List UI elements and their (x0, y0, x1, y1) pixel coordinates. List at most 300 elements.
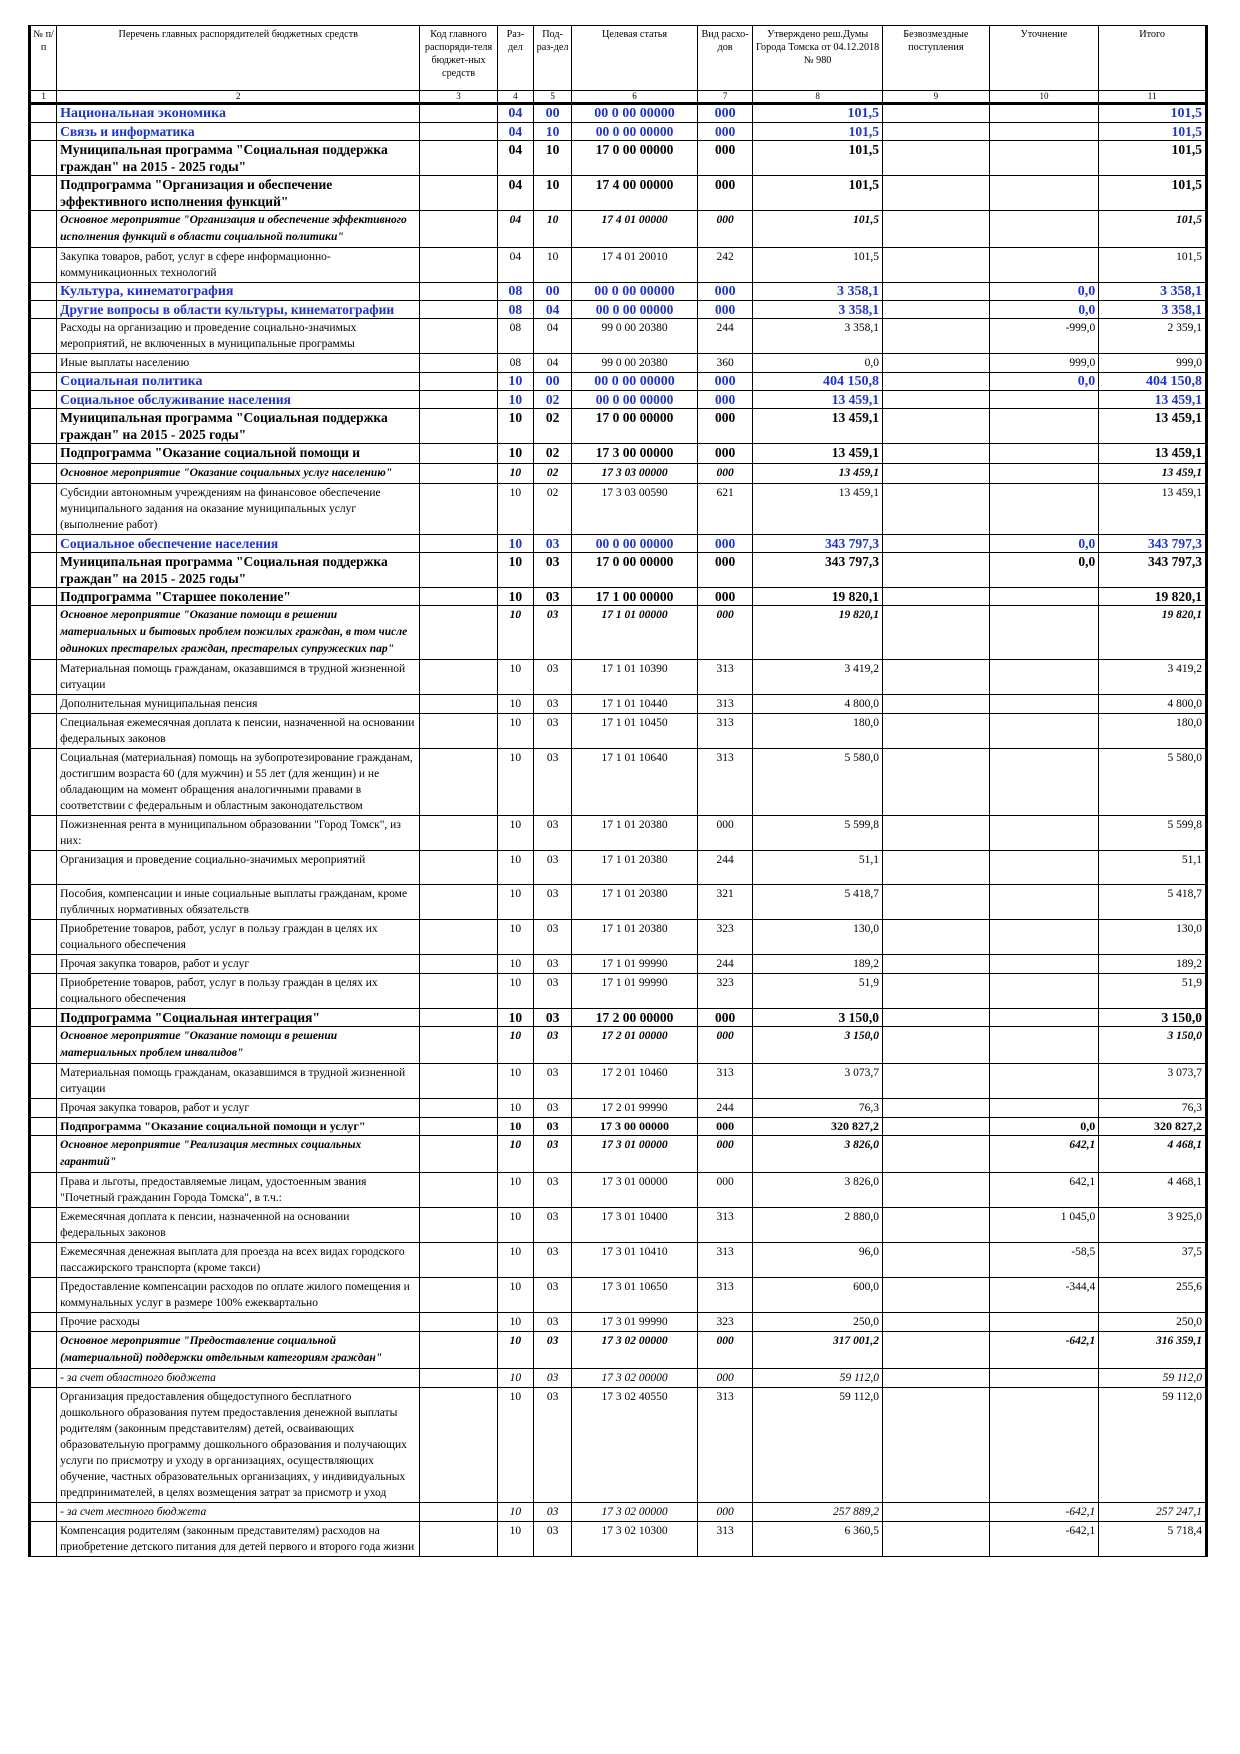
row-grants (883, 920, 990, 955)
row-admin-code (420, 373, 497, 391)
row-target-item: 17 3 01 00000 (572, 1173, 698, 1208)
row-expense-type: 000 (697, 1369, 752, 1388)
table-row (30, 851, 1207, 885)
row-admin-code (420, 391, 497, 409)
row-subsection: 03 (533, 1099, 571, 1118)
col-number: 4 (497, 91, 533, 104)
table-row (30, 409, 1207, 444)
row-approved: 101,5 (753, 211, 883, 248)
row-number (30, 1313, 57, 1332)
row-total: 101,5 (1099, 104, 1207, 123)
row-total: 51,1 (1099, 851, 1207, 885)
row-admin-code (420, 1099, 497, 1118)
row-adjustment (989, 409, 1099, 444)
row-approved: 5 418,7 (753, 885, 883, 920)
row-expense-type: 323 (697, 1313, 752, 1332)
row-name: Организация предоставления общедоступного бесплатного дошкольного образования путем предоставления денежной выплаты родителям (законным представителям) детей, осваивающих образовательную программу дошкольного образования и получающих услуги по присмотру и уходу в организациях, осуществляющих обучение, частных образовательных организациях, у индивидуальных предпринимателей, в целях возмещения затрат за присмотр и уход (57, 1388, 420, 1503)
row-subsection: 03 (533, 1243, 571, 1278)
row-adjustment (989, 444, 1099, 464)
col-header-section: Раз-дел (497, 26, 533, 91)
col-number: 7 (697, 91, 752, 104)
row-grants (883, 1369, 990, 1388)
row-grants (883, 283, 990, 301)
table-row (30, 535, 1207, 553)
row-number (30, 409, 57, 444)
row-name: Муниципальная программа "Социальная поддержка граждан" на 2015 - 2025 годы" (57, 141, 420, 176)
row-total: 257 247,1 (1099, 1503, 1207, 1522)
row-target-item: 17 3 01 99990 (572, 1313, 698, 1332)
row-subsection: 03 (533, 1313, 571, 1332)
table-row (30, 1243, 1207, 1278)
row-admin-code (420, 464, 497, 484)
row-subsection: 00 (533, 373, 571, 391)
row-adjustment (989, 1027, 1099, 1064)
row-approved: 317 001,2 (753, 1332, 883, 1369)
row-adjustment (989, 955, 1099, 974)
row-section: 10 (497, 553, 533, 588)
row-subsection: 03 (533, 885, 571, 920)
row-name: Муниципальная программа "Социальная поддержка граждан" на 2015 - 2025 годы" (57, 409, 420, 444)
table-row (30, 1208, 1207, 1243)
row-name: Прочая закупка товаров, работ и услуг (57, 955, 420, 974)
row-expense-type: 313 (697, 1208, 752, 1243)
row-name: Подпрограмма "Оказание социальной помощи и услуг" (57, 1118, 420, 1136)
row-adjustment: -344,4 (989, 1278, 1099, 1313)
row-admin-code (420, 1027, 497, 1064)
row-total: 255,6 (1099, 1278, 1207, 1313)
row-adjustment: -642,1 (989, 1522, 1099, 1557)
row-approved: 320 827,2 (753, 1118, 883, 1136)
table-row (30, 354, 1207, 373)
row-target-item: 00 0 00 00000 (572, 123, 698, 141)
row-total: 130,0 (1099, 920, 1207, 955)
row-expense-type: 000 (697, 444, 752, 464)
row-expense-type: 321 (697, 885, 752, 920)
row-admin-code (420, 283, 497, 301)
row-adjustment (989, 1009, 1099, 1027)
row-grants (883, 176, 990, 211)
row-subsection: 03 (533, 1369, 571, 1388)
row-number (30, 974, 57, 1009)
row-admin-code (420, 816, 497, 851)
row-total: 189,2 (1099, 955, 1207, 974)
row-admin-code (420, 1064, 497, 1099)
row-adjustment: 0,0 (989, 283, 1099, 301)
row-expense-type: 000 (697, 588, 752, 606)
row-admin-code (420, 974, 497, 1009)
row-total: 4 468,1 (1099, 1173, 1207, 1208)
row-grants (883, 1064, 990, 1099)
row-name: Специальная ежемесячная доплата к пенсии, назначенной на основании федеральных законов (57, 714, 420, 749)
row-admin-code (420, 1118, 497, 1136)
row-expense-type: 000 (697, 1009, 752, 1027)
row-section: 10 (497, 1313, 533, 1332)
row-subsection: 03 (533, 606, 571, 660)
row-section: 10 (497, 816, 533, 851)
row-adjustment: 0,0 (989, 553, 1099, 588)
row-name: - за счет областного бюджета (57, 1369, 420, 1388)
col-header-expense-type: Вид расхо-дов (697, 26, 752, 91)
row-expense-type: 621 (697, 484, 752, 535)
row-admin-code (420, 301, 497, 319)
row-total: 51,9 (1099, 974, 1207, 1009)
row-number (30, 1009, 57, 1027)
row-grants (883, 749, 990, 816)
row-target-item: 17 3 02 00000 (572, 1503, 698, 1522)
row-approved: 96,0 (753, 1243, 883, 1278)
row-adjustment: -642,1 (989, 1332, 1099, 1369)
row-admin-code (420, 1313, 497, 1332)
row-number (30, 176, 57, 211)
table-row (30, 1099, 1207, 1118)
row-admin-code (420, 123, 497, 141)
row-subsection: 03 (533, 749, 571, 816)
row-target-item: 17 3 01 10410 (572, 1243, 698, 1278)
row-approved: 6 360,5 (753, 1522, 883, 1557)
row-grants (883, 484, 990, 535)
row-total: 37,5 (1099, 1243, 1207, 1278)
row-total: 13 459,1 (1099, 391, 1207, 409)
row-grants (883, 1027, 990, 1064)
row-number (30, 816, 57, 851)
row-number (30, 1173, 57, 1208)
row-subsection: 03 (533, 695, 571, 714)
table-row (30, 660, 1207, 695)
row-name: Пожизненная рента в муниципальном образовании "Город Томск", из них: (57, 816, 420, 851)
col-header-adjustment: Уточнение (989, 26, 1099, 91)
row-target-item: 17 1 01 10640 (572, 749, 698, 816)
row-expense-type: 000 (697, 141, 752, 176)
row-target-item: 17 3 03 00000 (572, 464, 698, 484)
row-section: 10 (497, 1118, 533, 1136)
row-approved: 3 826,0 (753, 1173, 883, 1208)
row-grants (883, 319, 990, 354)
row-section: 10 (497, 885, 533, 920)
table-row (30, 714, 1207, 749)
row-section: 10 (497, 409, 533, 444)
row-name: Основное мероприятие "Предоставление социальной (материальной) поддержки отдельным категориям граждан" (57, 1332, 420, 1369)
row-name: Подпрограмма "Социальная интеграция" (57, 1009, 420, 1027)
row-section: 04 (497, 176, 533, 211)
row-number (30, 248, 57, 283)
row-total: 101,5 (1099, 176, 1207, 211)
row-target-item: 00 0 00 00000 (572, 373, 698, 391)
row-admin-code (420, 1208, 497, 1243)
row-target-item: 00 0 00 00000 (572, 104, 698, 123)
row-target-item: 17 1 01 10450 (572, 714, 698, 749)
row-subsection: 03 (533, 714, 571, 749)
row-section: 10 (497, 588, 533, 606)
row-grants (883, 1278, 990, 1313)
row-admin-code (420, 176, 497, 211)
table-row (30, 373, 1207, 391)
row-adjustment (989, 391, 1099, 409)
row-approved: 51,1 (753, 851, 883, 885)
row-adjustment: -999,0 (989, 319, 1099, 354)
row-total: 250,0 (1099, 1313, 1207, 1332)
row-number (30, 1522, 57, 1557)
row-subsection: 00 (533, 104, 571, 123)
col-header-admin-code: Код главного распоряди-теля бюджет-ных средств (420, 26, 497, 91)
row-number (30, 283, 57, 301)
row-admin-code (420, 553, 497, 588)
row-subsection: 03 (533, 955, 571, 974)
row-expense-type: 313 (697, 660, 752, 695)
col-header-subsection: Под-раз-дел (533, 26, 571, 91)
row-number (30, 553, 57, 588)
row-grants (883, 851, 990, 885)
row-total: 101,5 (1099, 141, 1207, 176)
row-target-item: 17 3 00 00000 (572, 444, 698, 464)
row-total: 316 359,1 (1099, 1332, 1207, 1369)
table-row (30, 920, 1207, 955)
row-total: 320 827,2 (1099, 1118, 1207, 1136)
row-name: Ежемесячная доплата к пенсии, назначенной на основании федеральных законов (57, 1208, 420, 1243)
row-expense-type: 000 (697, 535, 752, 553)
row-subsection: 03 (533, 974, 571, 1009)
row-grants (883, 1522, 990, 1557)
row-subsection: 10 (533, 141, 571, 176)
row-number (30, 464, 57, 484)
row-expense-type: 242 (697, 248, 752, 283)
row-approved: 250,0 (753, 1313, 883, 1332)
row-expense-type: 313 (697, 749, 752, 816)
row-section: 10 (497, 373, 533, 391)
col-number: 11 (1099, 91, 1207, 104)
row-number (30, 920, 57, 955)
row-total: 3 419,2 (1099, 660, 1207, 695)
row-subsection: 02 (533, 444, 571, 464)
row-total: 13 459,1 (1099, 484, 1207, 535)
row-subsection: 02 (533, 484, 571, 535)
row-target-item: 17 1 01 20380 (572, 885, 698, 920)
row-section: 10 (497, 1208, 533, 1243)
row-expense-type: 000 (697, 1332, 752, 1369)
row-name: Расходы на организацию и проведение социально-значимых мероприятий, не включенных в муниципальные программы (57, 319, 420, 354)
row-name: Предоставление компенсации расходов по оплате жилого помещения и коммунальных услуг в размере 100% ежеквартально (57, 1278, 420, 1313)
row-adjustment (989, 1099, 1099, 1118)
row-grants (883, 123, 990, 141)
row-approved: 13 459,1 (753, 409, 883, 444)
row-target-item: 00 0 00 00000 (572, 301, 698, 319)
table-row (30, 816, 1207, 851)
row-grants (883, 373, 990, 391)
row-section: 10 (497, 444, 533, 464)
row-section: 10 (497, 974, 533, 1009)
row-number (30, 1027, 57, 1064)
row-approved: 3 358,1 (753, 319, 883, 354)
row-total: 19 820,1 (1099, 606, 1207, 660)
row-section: 04 (497, 104, 533, 123)
col-number: 3 (420, 91, 497, 104)
row-target-item: 17 2 01 10460 (572, 1064, 698, 1099)
row-subsection: 10 (533, 211, 571, 248)
row-grants (883, 1099, 990, 1118)
row-subsection: 03 (533, 535, 571, 553)
table-row (30, 1388, 1207, 1503)
row-total: 4 800,0 (1099, 695, 1207, 714)
row-section: 10 (497, 695, 533, 714)
row-section: 10 (497, 1388, 533, 1503)
row-admin-code (420, 714, 497, 749)
row-approved: 101,5 (753, 248, 883, 283)
row-subsection: 03 (533, 1503, 571, 1522)
row-target-item: 00 0 00 00000 (572, 535, 698, 553)
row-section: 10 (497, 660, 533, 695)
row-number (30, 749, 57, 816)
col-header-number: № п/п (30, 26, 57, 91)
row-section: 10 (497, 1173, 533, 1208)
row-section: 10 (497, 1136, 533, 1173)
row-section: 10 (497, 1332, 533, 1369)
row-grants (883, 409, 990, 444)
row-name: Приобретение товаров, работ, услуг в пользу граждан в целях их социального обеспечения (57, 974, 420, 1009)
row-total: 180,0 (1099, 714, 1207, 749)
row-grants (883, 1136, 990, 1173)
row-adjustment: 1 045,0 (989, 1208, 1099, 1243)
row-adjustment (989, 1388, 1099, 1503)
row-target-item: 17 3 01 00000 (572, 1136, 698, 1173)
row-name: Основное мероприятие "Оказание социальных услуг населению" (57, 464, 420, 484)
row-number (30, 391, 57, 409)
row-adjustment (989, 749, 1099, 816)
row-total: 343 797,3 (1099, 553, 1207, 588)
row-total: 101,5 (1099, 123, 1207, 141)
row-target-item: 17 1 00 00000 (572, 588, 698, 606)
row-expense-type: 323 (697, 974, 752, 1009)
row-subsection: 02 (533, 391, 571, 409)
row-total: 13 459,1 (1099, 409, 1207, 444)
row-number (30, 1388, 57, 1503)
row-adjustment: -642,1 (989, 1503, 1099, 1522)
row-expense-type: 244 (697, 319, 752, 354)
row-name: Основное мероприятие "Реализация местных социальных гарантий" (57, 1136, 420, 1173)
row-grants (883, 606, 990, 660)
row-admin-code (420, 248, 497, 283)
row-section: 04 (497, 248, 533, 283)
row-grants (883, 1503, 990, 1522)
row-name: Основное мероприятие "Организация и обеспечение эффективного исполнения функций в области социальной политики" (57, 211, 420, 248)
col-header-approved: Утверждено реш.Думы Города Томска от 04.12.2018 № 980 (753, 26, 883, 91)
row-number (30, 606, 57, 660)
table-row (30, 248, 1207, 283)
row-adjustment (989, 851, 1099, 885)
row-total: 13 459,1 (1099, 444, 1207, 464)
row-number (30, 1208, 57, 1243)
row-adjustment (989, 484, 1099, 535)
row-approved: 600,0 (753, 1278, 883, 1313)
row-expense-type: 323 (697, 920, 752, 955)
col-number: 5 (533, 91, 571, 104)
table-row (30, 283, 1207, 301)
row-approved: 4 800,0 (753, 695, 883, 714)
row-adjustment (989, 660, 1099, 695)
table-row (30, 695, 1207, 714)
col-header-total: Итого (1099, 26, 1207, 91)
col-header-name: Перечень главных распорядителей бюджетных средств (57, 26, 420, 91)
row-expense-type: 313 (697, 1243, 752, 1278)
row-section: 10 (497, 1503, 533, 1522)
table-row (30, 1313, 1207, 1332)
row-section: 10 (497, 1027, 533, 1064)
row-expense-type: 313 (697, 1278, 752, 1313)
table-row (30, 123, 1207, 141)
row-adjustment: 0,0 (989, 373, 1099, 391)
row-section: 10 (497, 955, 533, 974)
col-header-grants: Безвозмездные поступления (883, 26, 990, 91)
row-name: Основное мероприятие "Оказание помощи в решении материальных и бытовых проблем пожилых граждан, в том числе одиноких престарелых граждан, престарелых супружеских пар" (57, 606, 420, 660)
row-name: Компенсация родителям (законным представителям) расходов на приобретение детского питания для детей первого и второго года жизни (57, 1522, 420, 1557)
row-section: 10 (497, 920, 533, 955)
table-row (30, 1278, 1207, 1313)
row-adjustment: 0,0 (989, 301, 1099, 319)
row-admin-code (420, 104, 497, 123)
row-approved: 19 820,1 (753, 606, 883, 660)
table-row (30, 588, 1207, 606)
row-grants (883, 444, 990, 464)
row-number (30, 851, 57, 885)
row-section: 08 (497, 354, 533, 373)
row-subsection: 03 (533, 1136, 571, 1173)
row-expense-type: 000 (697, 1136, 752, 1173)
row-admin-code (420, 749, 497, 816)
row-grants (883, 1313, 990, 1332)
row-total: 101,5 (1099, 211, 1207, 248)
table-row (30, 1027, 1207, 1064)
row-grants (883, 1208, 990, 1243)
row-approved: 180,0 (753, 714, 883, 749)
row-target-item: 00 0 00 00000 (572, 391, 698, 409)
row-admin-code (420, 1522, 497, 1557)
row-adjustment: 0,0 (989, 535, 1099, 553)
table-row (30, 176, 1207, 211)
row-approved: 3 150,0 (753, 1009, 883, 1027)
row-number (30, 373, 57, 391)
row-expense-type: 313 (697, 1388, 752, 1503)
table-row (30, 553, 1207, 588)
row-name: Закупка товаров, работ, услуг в сфере информационно-коммуникационных технологий (57, 248, 420, 283)
row-total: 19 820,1 (1099, 588, 1207, 606)
row-grants (883, 714, 990, 749)
table-row (30, 1064, 1207, 1099)
row-approved: 13 459,1 (753, 391, 883, 409)
row-admin-code (420, 1243, 497, 1278)
row-expense-type: 000 (697, 606, 752, 660)
row-admin-code (420, 1332, 497, 1369)
row-total: 999,0 (1099, 354, 1207, 373)
row-name: Прочие расходы (57, 1313, 420, 1332)
row-subsection: 10 (533, 176, 571, 211)
table-row (30, 319, 1207, 354)
row-section: 04 (497, 211, 533, 248)
row-adjustment: 642,1 (989, 1136, 1099, 1173)
row-name: Социальная политика (57, 373, 420, 391)
row-adjustment (989, 176, 1099, 211)
row-adjustment (989, 1313, 1099, 1332)
row-adjustment (989, 974, 1099, 1009)
row-admin-code (420, 409, 497, 444)
row-adjustment (989, 1369, 1099, 1388)
row-expense-type: 000 (697, 464, 752, 484)
row-admin-code (420, 1278, 497, 1313)
row-subsection: 03 (533, 1118, 571, 1136)
row-grants (883, 354, 990, 373)
table-row (30, 885, 1207, 920)
row-subsection: 04 (533, 319, 571, 354)
row-grants (883, 1173, 990, 1208)
row-adjustment (989, 714, 1099, 749)
row-name: Дополнительная муниципальная пенсия (57, 695, 420, 714)
